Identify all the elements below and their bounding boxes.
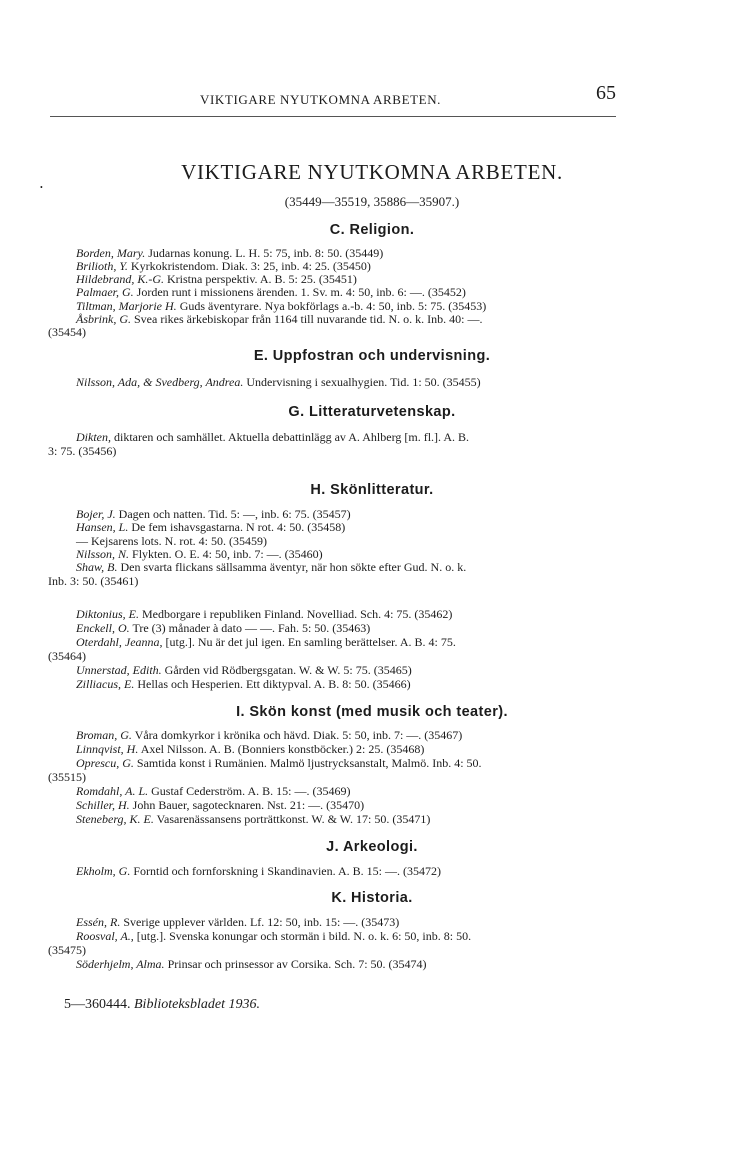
list-item: Åsbrink, G. Svea rikes ärkebiskopar från 1164 till nuvarande tid. N. o. k. Inb. 40: —.	[76, 312, 483, 326]
section-heading-fine-arts: I. Skön konst (med musik och teater).	[236, 704, 508, 720]
list-item-continuation: Inb. 3: 50. (35461)	[48, 574, 139, 588]
list-item: Bojer, J. Dagen och natten. Tid. 5: —, inb. 6: 75. (35457)	[76, 507, 351, 521]
list-item: Borden, Mary. Judarnas konung. L. H. 5: 75, inb. 8: 50. (35449)	[76, 246, 384, 260]
list-item-continuation: 3: 75. (35456)	[48, 444, 117, 458]
list-item: Dikten, diktaren och samhället. Aktuella debattinlägg av A. Ahlberg [m. fl.]. A. B.	[76, 430, 470, 444]
list-item: Tiltman, Marjorie H. Guds äventyrare. Nya bokförlags a.-b. 4: 50, inb. 5: 75. (35453)	[76, 299, 487, 313]
list-item-continuation: (35475)	[48, 943, 86, 957]
list-item: Nilsson, N. Flykten. O. E. 4: 50, inb. 7: —. (35460)	[76, 547, 323, 561]
section-heading-literature-studies: G. Litteraturvetenskap.	[288, 404, 456, 420]
number-ranges: (35449—35519, 35886—35907.)	[284, 194, 460, 209]
list-item: Brilioth, Y. Kyrkokristendom. Diak. 3: 25, inb. 4: 25. (35450)	[76, 259, 371, 273]
page-number: 65	[596, 82, 616, 104]
list-item: Roosval, A., [utg.]. Svenska konungar och stormän i bild. N. o. k. 6: 50, inb. 8: 50.	[76, 929, 472, 943]
printer-footer: 5—360444. Biblioteksbladet 1936.	[64, 997, 260, 1012]
list-item: Essén, R. Sverige upplever världen. Lf. 12: 50, inb. 15: —. (35473)	[76, 915, 400, 929]
list-item: Shaw, B. Den svarta flickans sällsamma äventyr, när hon sökte efter Gud. N. o. k.	[76, 560, 467, 574]
section-heading-history: K. Historia.	[331, 890, 413, 906]
list-item: — Kejsarens lots. N. rot. 4: 50. (35459)	[76, 534, 267, 548]
section-heading-fiction: H. Skönlitteratur.	[310, 482, 434, 498]
section-heading-religion: C. Religion.	[329, 222, 415, 238]
running-header	[50, 82, 616, 117]
list-item: Zilliacus, E. Hellas och Hesperien. Ett diktурval. A. B. 8: 50. (35466)	[76, 677, 411, 691]
list-item: Broman, G. Våra domkyrkor i krönika och hävd. Diak. 5: 50, inb. 7: —. (35467)	[76, 728, 463, 742]
list-item: Diktonius, E. Medborgare i republiken Finland. Novelliad. Sch. 4: 75. (35462)	[76, 607, 453, 621]
list-item: Schiller, H. John Bauer, sagotecknaren. Nst. 21: —. (35470)	[76, 798, 365, 812]
list-item: Hildebrand, K.-G. Kristna perspektiv. A. B. 5: 25. (35451)	[76, 272, 357, 286]
list-item: Enckell, O. Tre (3) månader à dato — —. Fah. 5: 50. (35463)	[76, 621, 371, 635]
list-item: Oterdahl, Jeanna, [utg.]. Nu är det jul igen. En samling berättelser. A. B. 4: 75.	[76, 635, 456, 649]
list-item: Nilsson, Ada, & Svedberg, Andrea. Undervisning i sexualhygien. Tid. 1: 50. (35455)	[76, 375, 481, 389]
list-item-continuation: (35464)	[48, 649, 86, 663]
running-title: VIKTIGARE NYUTKOMNA ARBETEN.	[200, 92, 442, 107]
page-title: VIKTIGARE NYUTKOMNA ARBETEN.	[181, 160, 563, 184]
list-item: Romdahl, A. L. Gustaf Cederström. A. B. 15: —. (35469)	[76, 784, 351, 798]
margin-mark: •	[40, 183, 43, 192]
list-item: Steneberg, K. E. Vasarenässansens porträttkonst. W. & W. 17: 50. (35471)	[76, 812, 431, 826]
list-item: Ekholm, G. Forntid och fornforskning i Skandinavien. A. B. 15: —. (35472)	[76, 864, 441, 878]
list-item: Unnerstad, Edith. Gården vid Rödbergsgatan. W. & W. 5: 75. (35465)	[76, 663, 412, 677]
section-heading-archaeology: J. Arkeologi.	[326, 839, 418, 855]
list-item: Hansen, L. De fem ishavsgastarna. N rot. 4: 50. (35458)	[76, 520, 346, 534]
list-item-continuation: (35515)	[48, 770, 86, 784]
section-heading-education: E. Uppfostran och undervisning.	[253, 348, 491, 364]
list-item: Söderhjelm, Alma. Prinsar och prinsessor av Corsika. Sch. 7: 50. (35474)	[76, 957, 427, 971]
list-item: Palmaer, G. Jorden runt i missionens ärenden. 1. Sv. m. 4: 50, inb. 6: —. (35452)	[76, 285, 466, 299]
list-item: Linnqvist, H. Axel Nilsson. A. B. (Bonniers konstböcker.) 2: 25. (35468)	[76, 742, 425, 756]
list-item-continuation: (35454)	[48, 325, 86, 339]
list-item: Oprescu, G. Samtida konst i Rumänien. Malmö ljustrycksanstalt, Malmö. Inb. 4: 50.	[76, 756, 482, 770]
